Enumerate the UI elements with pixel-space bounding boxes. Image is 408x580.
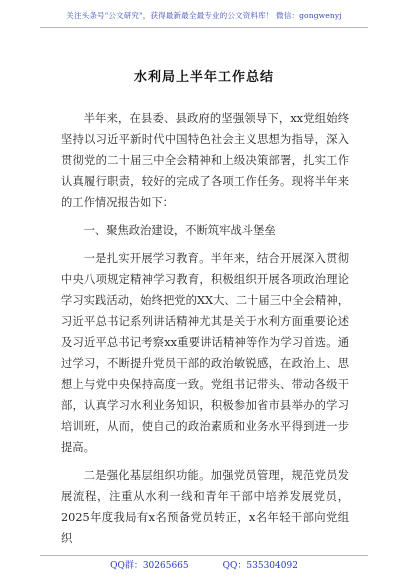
document-body (61, 108, 349, 556)
header-banner: 关注头条号"公文研究"，获得最新最全最专业的公文资料库！ 微信：gongwenyj (66, 11, 342, 20)
paragraph-study-education: 一是扎实开展学习教育。半年来，结合开展深入贯彻中央八项规定精神学习教育，积极组织开展各项政治理论学习实践活动，始终把党的XX大、二十届三中全会精神，习近平总书记系列讲话精神尤其是关于水利方面重要论述及习近平总书记考察xx重要讲话精神等作为学习首选。通过学习，不断提升党员干部的政治敏锐感，在政治上、思想上与党中央保持高度一致。党组书记带头、带动各级干部，认真学习水利业务知识，积极参加省市县举办的学习培训班，从而，使自己的政治素质和业务水平得到进一步提高。 (61, 251, 349, 455)
intro-paragraph: 半年来，在县委、县政府的坚强领导下，xx党组始终坚持以习近平新时代中国特色社会主义思想为指导，深入贯彻党的二十届三中全会精神和上级决策部署，扎实工作认真履行职责，较好的完成了各项工作任务。现将半年来的工作情况报告如下： (61, 112, 349, 210)
section-heading: 一、聚焦政治建设，不断筑牢战斗堡垒 (83, 223, 276, 237)
header-divider (40, 27, 368, 28)
footer-qq: QQ：535304092 (222, 561, 298, 571)
footer-contact (0, 558, 408, 571)
document-title: 水利局上半年工作总结 (133, 70, 274, 85)
footer-divider (40, 555, 368, 556)
footer-qq-group: QQ群：30265665 (110, 561, 189, 571)
paragraph-organization: 二是强化基层组织功能。加强党员管理，规范党员发展流程，注重从水利一线和青年干部中培养发展党员，2025年度我局有x名预备党员转正，x名年轻干部向党组织 (61, 469, 349, 546)
